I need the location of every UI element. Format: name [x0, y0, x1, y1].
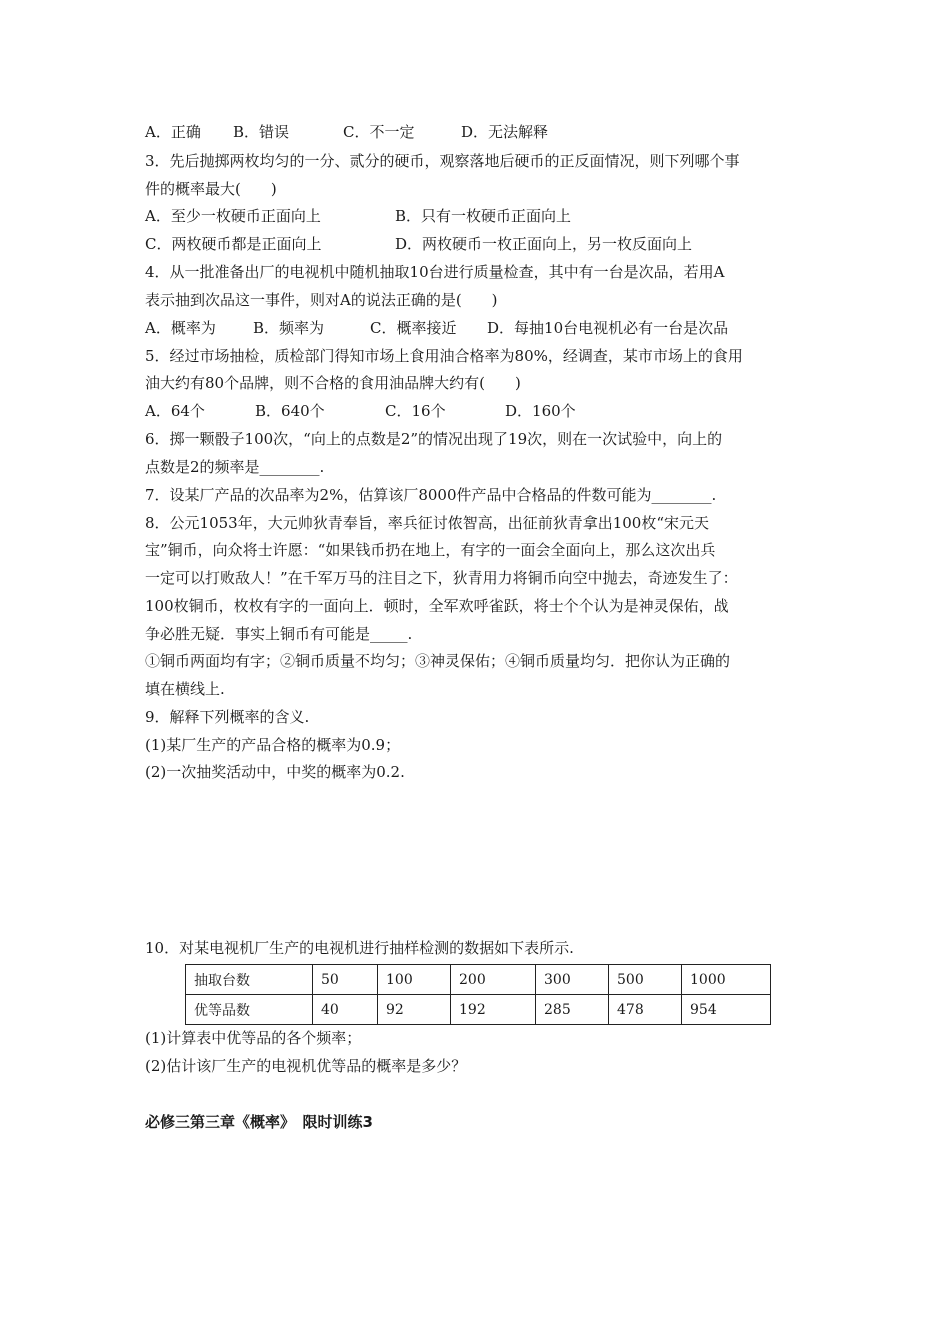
q2-option-c: C．不一定 [343, 123, 415, 141]
q3-option-c: C．两枚硬币都是正面向上 [145, 235, 322, 253]
q8-line-5: 争必胜无疑．事实上铜币有可能是_____. [145, 625, 413, 643]
q9-sub-2: (2)一次抽奖活动中，中奖的概率为0.2. [145, 763, 405, 781]
table-row-sampled [186, 965, 771, 995]
sampling-data-table [185, 964, 771, 1025]
table-row-premium [186, 995, 771, 1025]
q3-option-b: B．只有一枚硬币正面向上 [395, 207, 572, 225]
q10-line-1: 10．对某电视机厂生产的电视机进行抽样检测的数据如下表所示. [145, 939, 574, 957]
q9-sub-1: (1)某厂生产的产品合格的概率为0.9； [145, 736, 401, 754]
q3-options-row-2 [145, 234, 692, 254]
q10-sub-2: (2)估计该厂生产的电视机优等品的概率是多少？ [145, 1057, 467, 1075]
q3-line-2: 件的概率最大( ) [145, 180, 277, 198]
q3-option-d: D．两枚硬币一枚正面向上，另一枚反面向上 [395, 235, 693, 253]
q3-line-1: 3．先后抛掷两枚均匀的一分、贰分的硬币，观察落地后硬币的正反面情况，则下列哪个事 [145, 152, 740, 170]
q4-option-d: D．每抽10台电视机必有一台是次品 [487, 319, 729, 337]
q2-option-d: D．无法解释 [461, 123, 549, 141]
q8-line-2: 宝”铜币，向众将士许愿：“如果钱币扔在地上，有字的一面会全面向上，那么这次出兵 [145, 541, 716, 559]
q8-line-6: ①铜币两面均有字；②铜币质量不均匀；③神灵保佑；④铜币质量均匀．把你认为正确的 [145, 652, 731, 670]
q5-option-d: D．160个 [505, 402, 576, 420]
q5-line-1: 5．经过市场抽检，质检部门得知市场上食用油合格率为80%，经调查，某市市场上的食用 [145, 347, 743, 365]
q4-line-1: 4．从一批准备出厂的电视机中随机抽取10台进行质量检查，其中有一台是次品，若用A [145, 263, 725, 281]
table-cell: 954 [682, 995, 771, 1025]
table-cell: 100 [378, 965, 451, 995]
table-cell: 478 [609, 995, 682, 1025]
q6-line-2: 点数是2的频率是________. [145, 458, 325, 476]
q8-line-4: 100枚铜币，枚枚有字的一面向上．顿时，全军欢呼雀跃，将士个个认为是神灵保佑，战 [145, 597, 729, 615]
q2-options [145, 122, 548, 142]
q3-options-row-1 [145, 206, 571, 226]
q3-option-a: A．至少一枚硬币正面向上 [145, 207, 321, 225]
q4-option-a: A．概率为 [145, 319, 216, 337]
table-cell: 1000 [682, 965, 771, 995]
q5-option-c: C．16个 [385, 402, 446, 420]
q8-line-3: 一定可以打败敌人！”在千军万马的注目之下，狄青用力将铜币向空中抛去，奇迹发生了： [145, 569, 738, 587]
table-cell: 285 [536, 995, 609, 1025]
q5-option-a: A．64个 [145, 402, 205, 420]
q5-line-2: 油大约有80个品牌，则不合格的食用油品牌大约有( ) [145, 374, 521, 392]
q2-option-a: A．正确 [145, 123, 201, 141]
table-cell: 92 [378, 995, 451, 1025]
table-cell: 50 [313, 965, 378, 995]
q10-sub-1: (1)计算表中优等品的各个频率； [145, 1029, 362, 1047]
q6-line-1: 6．掷一颗骰子100次，“向上的点数是2”的情况出现了19次，则在一次试验中，向上的 [145, 430, 723, 448]
q4-options [145, 318, 728, 338]
table-cell: 300 [536, 965, 609, 995]
table-cell: 优等品数 [186, 995, 313, 1025]
q5-option-b: B．640个 [255, 402, 325, 420]
q4-option-b: B．频率为 [253, 319, 325, 337]
q9-line-1: 9．解释下列概率的含义. [145, 708, 310, 726]
table-cell: 500 [609, 965, 682, 995]
table-cell: 抽取台数 [186, 965, 313, 995]
q2-option-b: B．错误 [233, 123, 290, 141]
table-cell: 40 [313, 995, 378, 1025]
q8-line-7: 填在横线上. [145, 680, 225, 698]
q7-line-1: 7．设某厂产品的次品率为2%，估算该厂8000件产品中合格品的件数可能为________. [145, 486, 717, 504]
table-cell: 192 [451, 995, 536, 1025]
q4-option-c: C．概率接近 [370, 319, 457, 337]
q5-options [145, 401, 576, 421]
footer-section-title: 必修三第三章《概率》 限时训练3 [145, 1113, 373, 1131]
q8-line-1: 8．公元1053年，大元帅狄青奉旨，率兵征讨侬智高，出征前狄青拿出100枚“宋元天 [145, 514, 710, 532]
q4-line-2: 表示抽到次品这一事件，则对A的说法正确的是( ) [145, 291, 498, 309]
table-cell: 200 [451, 965, 536, 995]
